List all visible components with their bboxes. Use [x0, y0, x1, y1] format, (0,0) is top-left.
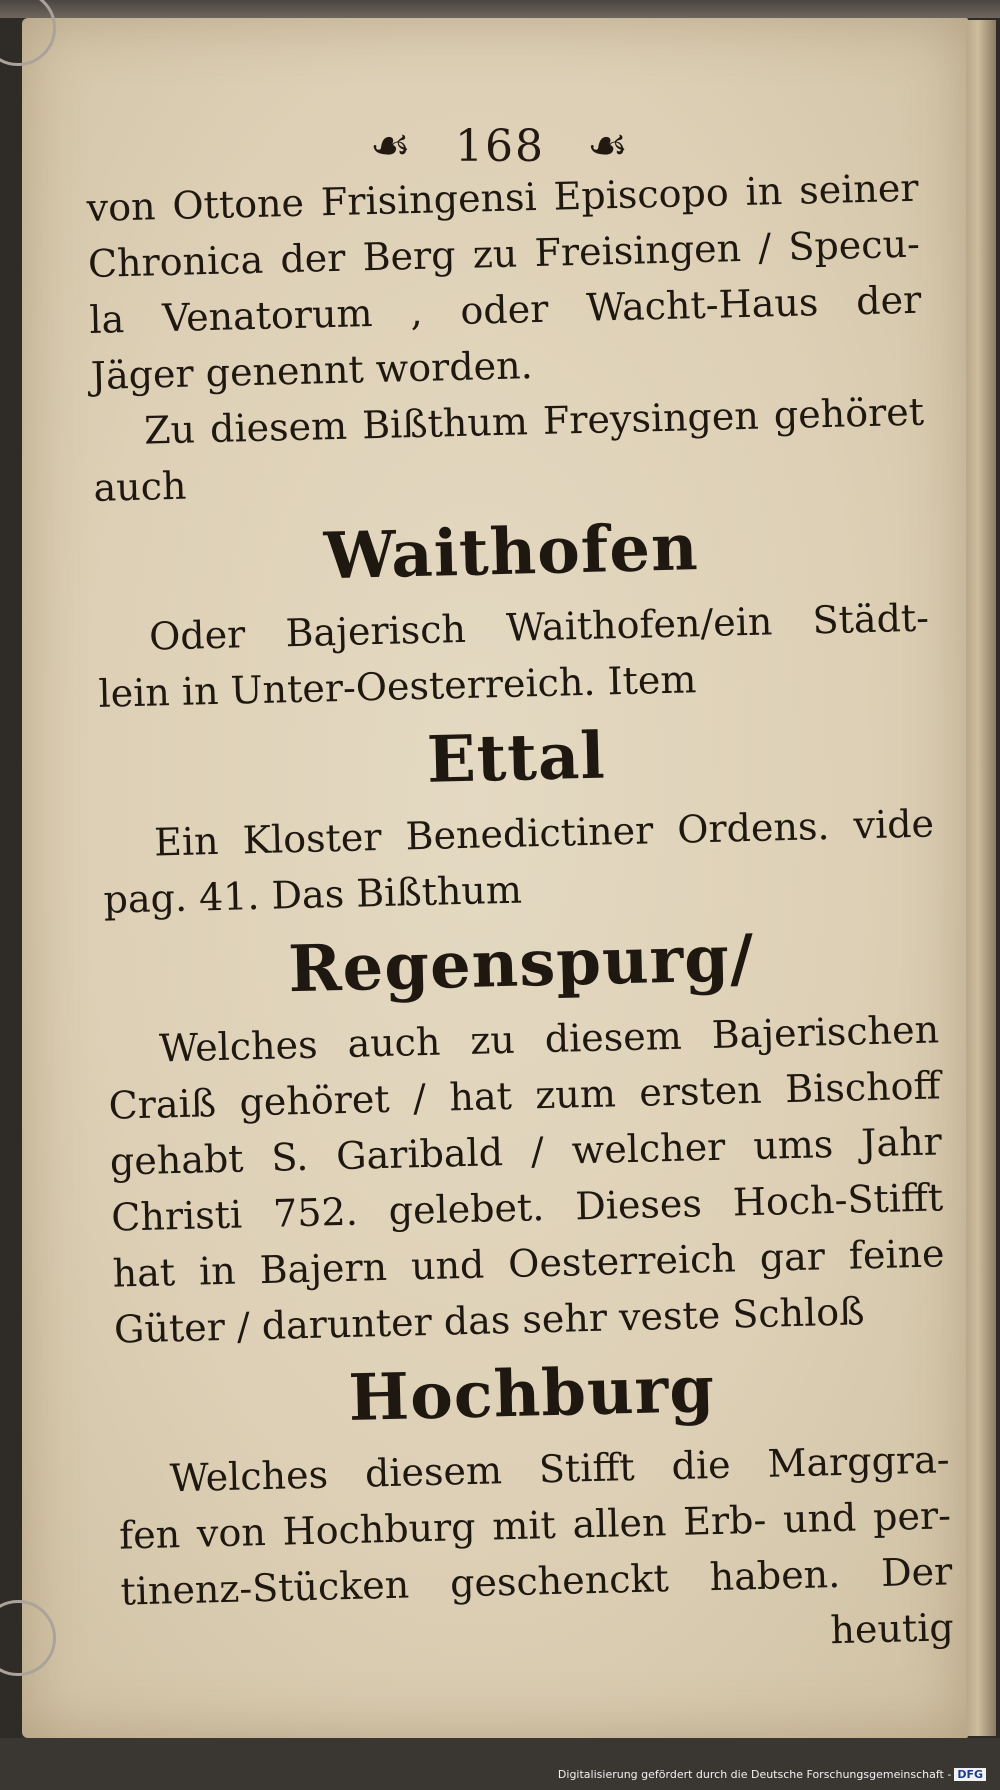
fleuron-ornament-icon: ☙: [369, 118, 413, 172]
page-edge-stack: [966, 20, 996, 1736]
book-top-edge: [0, 0, 1000, 18]
text-line: auch: [92, 463, 187, 510]
section-heading: Regenspurg/: [287, 920, 756, 1008]
text-line: Christi 752. gelebet. Dieses Hoch-Stifft: [110, 1175, 944, 1240]
dfg-logo: DFG: [954, 1768, 986, 1781]
section-heading: Ettal: [426, 718, 607, 798]
page-number: 168: [455, 121, 545, 172]
text-line: la Venatorum , oder Wacht-Haus der: [88, 277, 922, 342]
credit-text: Digitalisierung gefördert durch die Deutsche Forschungsgemeinschaft -: [557, 1768, 952, 1781]
text-line: Chronica der Berg zu Freisingen / Specu-: [87, 221, 921, 286]
text-line: Zu diesem Bißthum Freysingen gehöret: [143, 389, 925, 453]
page-text-block: [86, 160, 954, 1676]
text-line: pag. 41. Das Bißthum: [103, 867, 523, 922]
digitization-credit: [558, 1768, 986, 1781]
fleuron-ornament-icon: ☙: [586, 118, 631, 172]
text-line: Ein Kloster Benedictiner Ordens. vide: [153, 801, 935, 865]
text-line: Oder Bajerisch Waithofen/ein Städt-: [148, 595, 930, 659]
text-line: Welches diesem Stifft die Marggra-: [169, 1437, 951, 1501]
text-line: hat in Bajern und Oesterreich gar feine: [112, 1231, 946, 1296]
text-line: Güter / darunter das sehr veste Schloß: [113, 1289, 865, 1352]
section-heading: Waithofen: [323, 510, 700, 595]
section-heading: Hochburg: [347, 1352, 716, 1436]
scan-bottom-band: [0, 1738, 1000, 1790]
text-line: gehabt S. Garibald / welcher ums Jahr: [109, 1119, 943, 1184]
text-line: tinenz-Stücken geschenckt haben. Der: [119, 1549, 953, 1614]
text-line: fen von Hochburg mit allen Erb- und per-: [118, 1493, 952, 1558]
text-line: Welches auch zu diesem Bajerischen: [158, 1007, 940, 1071]
text-line: Craiß gehöret / hat zum ersten Bischoff: [108, 1063, 941, 1128]
text-line: heutig: [829, 1605, 955, 1653]
text-line: von Ottone Frisingensi Episcopo in seiner: [86, 165, 919, 230]
text-line: lein in Unter-Oesterreich. Item: [98, 657, 697, 716]
text-line: Jäger genennt worden.: [90, 343, 534, 398]
